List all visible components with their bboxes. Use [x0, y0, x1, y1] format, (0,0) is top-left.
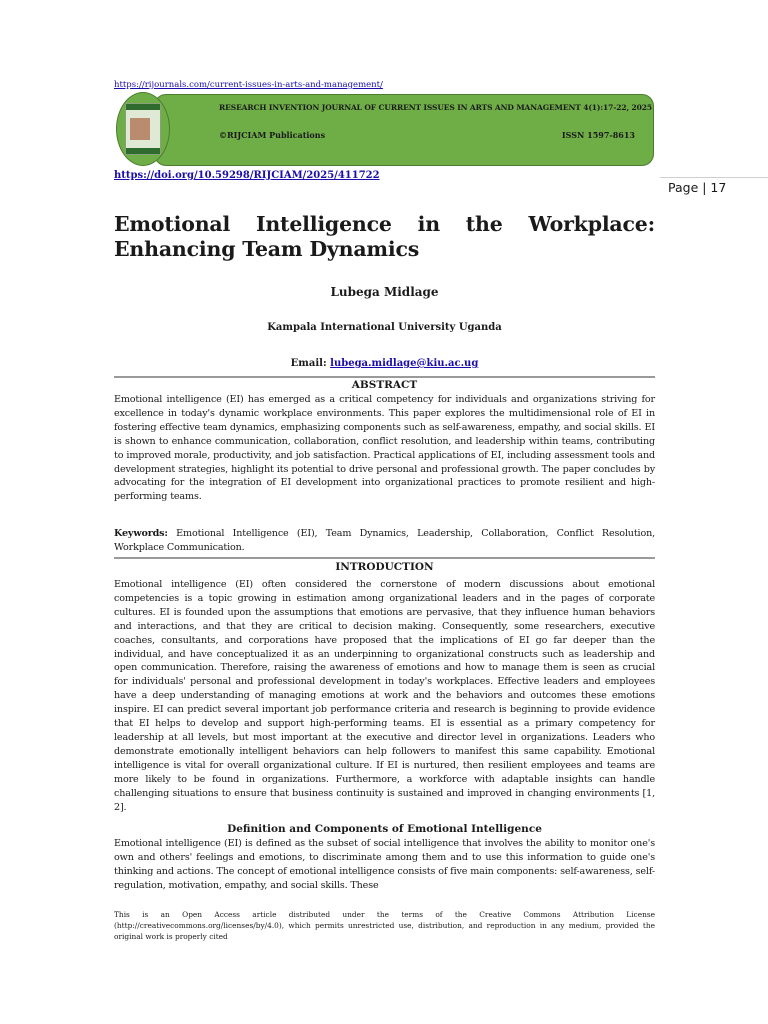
- email-link[interactable]: lubega.midlage@kiu.ac.ug: [330, 358, 479, 369]
- journal-citation-line: RESEARCH INVENTION JOURNAL OF CURRENT ISSUES IN ARTS AND MANAGEMENT 4(1):17-22, 2025: [219, 103, 652, 112]
- keywords-label: Keywords:: [114, 528, 168, 539]
- email-label: Email:: [290, 358, 327, 369]
- page-divider: [660, 177, 768, 178]
- definition-text: Emotional intelligence (EI) is defined as the subset of social intelligence that involves the ability to monitor one's own and others' feelings and emotions, to discriminate among them and to use this information to guide one's thinking and actions. The concept of emotional intelligence consists of five main components: self-awareness, self-regulation, motivation, empathy, and social skills. These: [114, 838, 655, 891]
- author-name: Lubega Midlage: [330, 285, 439, 299]
- license-note: This is an Open Access article distributed under the terms of the Creative Commons Attribution License (http://creativecommons.org/licenses/by/4.0), which permits unrestricted use, distribution, and reproduction in any medium, provided the original work is properly cited: [114, 910, 655, 941]
- abstract-heading: ABSTRACT: [351, 379, 418, 391]
- article-title: Emotional Intelligence in the Workplace: Enhancing Team Dynamics: [114, 212, 655, 261]
- introduction-heading: INTRODUCTION: [335, 561, 434, 573]
- page-number: Page | 17: [668, 180, 727, 195]
- journal-url-link[interactable]: https://rijournals.com/current-issues-in-arts-and-management/: [114, 80, 383, 90]
- introduction-text: Emotional intelligence (EI) often considered the cornerstone of modern discussions about emotional competencies is a topic growing in estimation among organizational leaders and in the pages of corporate cultures. EI is founded upon the assumptions that emotions are pervasive, that they influence human behaviors and interactions, and that they are critical to decision making. Consequently, some researchers, executive coaches, consultants, and corporations have proposed that the implications of EI go far deeper than the individual, and have conceptualized it as an underpinning to organizational constructs such as leadership and open communication. Therefore, raising the awareness of emotions and how to manage them is seen as crucial for individuals' personal and professional development in today's workplaces. Effective leaders and employees have a deep understanding of managing emotions at work and the behaviors and outcomes these emotions inspire. EI can predict several important job performance criteria and research is beginning to provide evidence that EI helps to develop and support high-performing teams. EI is essential as a primary competency for leadership at all levels, but most important at the executive and director level in organizations. Leaders who demonstrate emotionally intelligent behaviors can help followers to manifest this same capability. Emotional intelligence is vital for overall organizational culture. If EI is nurtured, then resilient employees and teams are more likely to be found in organizations. Furthermore, a workforce with adaptable insights can handle challenging situations to ensure that business continuity is sustained and improved in changing environments [1, 2].: [114, 579, 655, 813]
- journal-cover-icon: [125, 103, 161, 155]
- divider: [114, 557, 655, 559]
- abstract-text: Emotional intelligence (EI) has emerged as a critical competency for individuals and organizations striving for excellence in today's dynamic workplace environments. This paper explores the multidimensional role of EI in fostering effective team dynamics, emphasizing components such as self-awareness, empathy, and social skills. EI is shown to enhance communication, collaboration, conflict resolution, and leadership within teams, contributing to improved morale, productivity, and job satisfaction. Practical applications of EI, including assessment tools and development strategies, highlight its potential to drive personal and professional growth. The paper concludes by advocating for the integration of EI development into organizational practices to promote resilient and high-performing teams.: [114, 394, 655, 503]
- definition-heading: Definition and Components of Emotional Intelligence: [227, 823, 542, 835]
- affiliation: Kampala International University Uganda: [267, 322, 502, 333]
- divider: [114, 376, 655, 378]
- journal-banner: [114, 92, 654, 166]
- doi-link[interactable]: https://doi.org/10.59298/RIJCIAM/2025/411722: [114, 170, 380, 181]
- publisher-label: ©RIJCIAM Publications: [219, 130, 326, 140]
- email-line: [114, 358, 655, 369]
- keywords: [114, 527, 655, 555]
- journal-logo: [116, 92, 170, 166]
- keywords-text: Emotional Intelligence (EI), Team Dynamics, Leadership, Collaboration, Conflict Resolution, Workplace Communication.: [114, 528, 656, 553]
- issn-label: ISSN 1597-8613: [561, 130, 635, 140]
- banner-box: [154, 94, 654, 166]
